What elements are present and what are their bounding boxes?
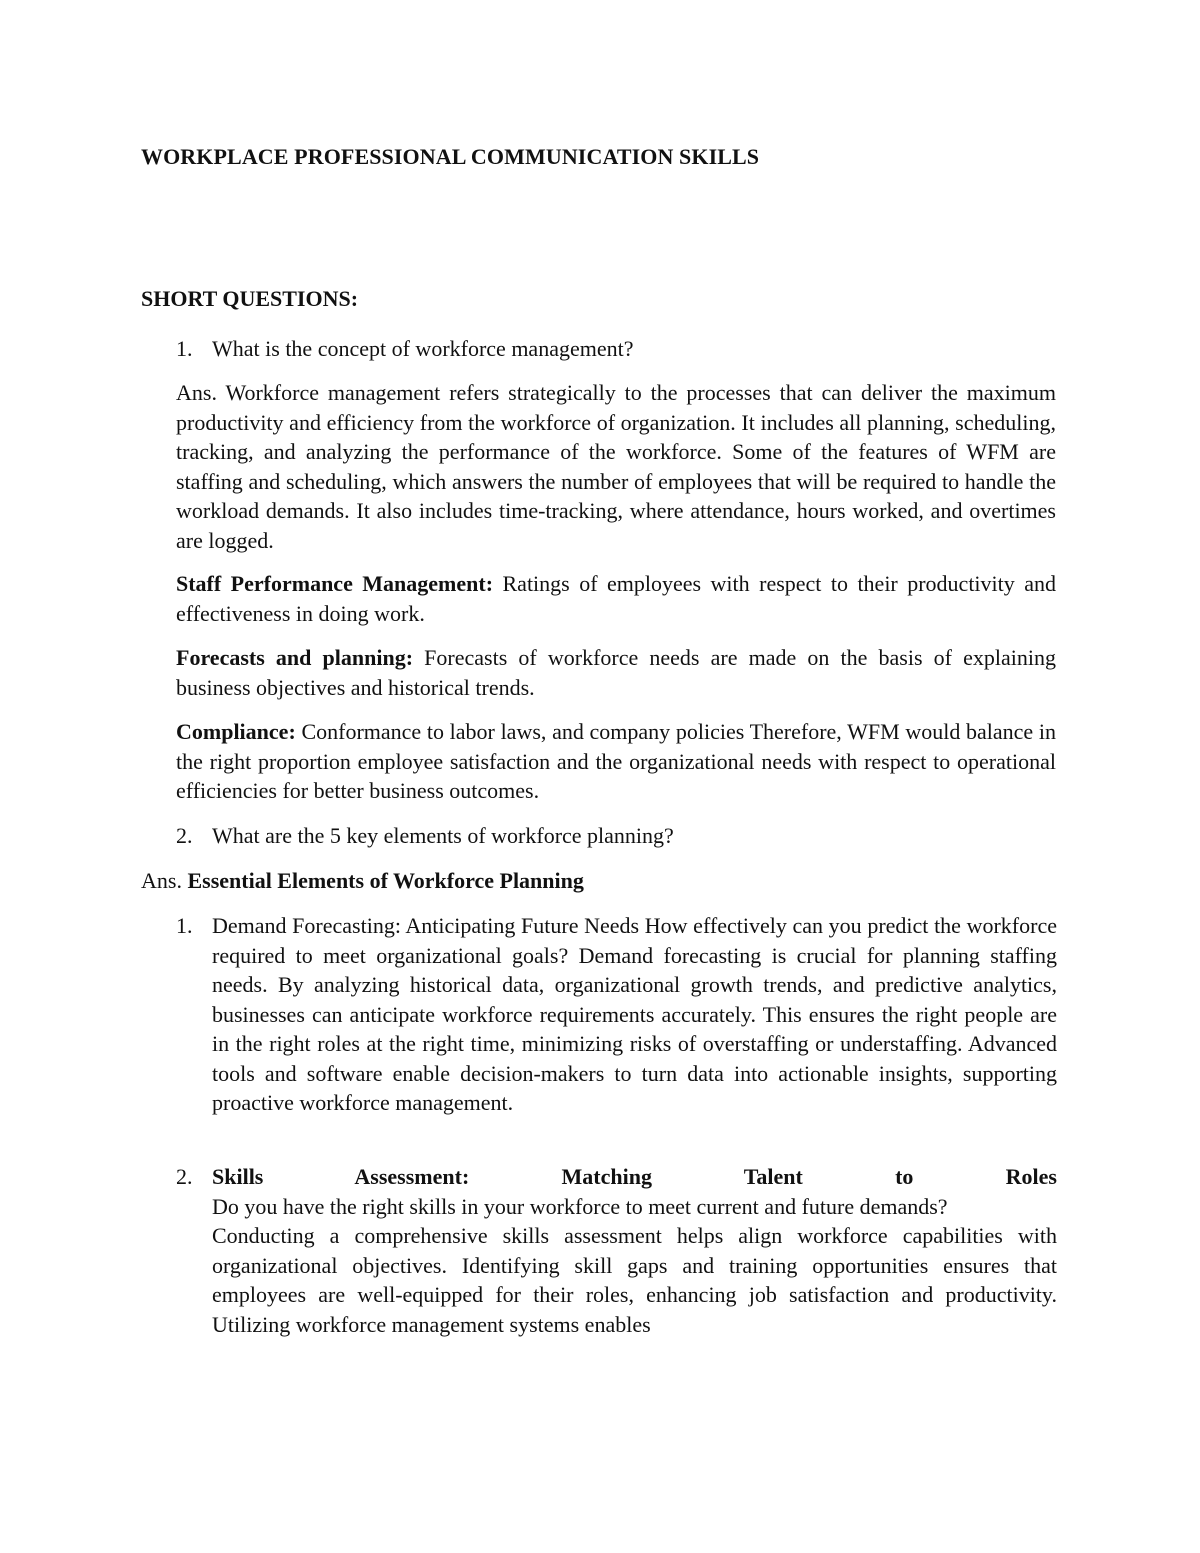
staff-performance-label: Staff Performance Management: <box>176 571 494 596</box>
forecasts-label: Forecasts and planning: <box>176 645 414 670</box>
answer-2-prefix: Ans. <box>141 868 188 893</box>
list-item-2 <box>212 1162 1057 1339</box>
list-item-2-question: Do you have the right skills in your workforce to meet current and future demands? <box>212 1193 948 1219</box>
forecasts-paragraph <box>176 643 1056 702</box>
list-item-2-text: Conducting a comprehensive skills assessment helps align workforce capabilities with organizational objectives. Identifying skill gaps and training opportunities ensures that employees are well-equipped for their roles, enhancing job satisfaction and productivity. Utilizing workforce management systems enables <box>212 1223 1057 1337</box>
answer-1-intro: Ans. Workforce management refers strategically to the processes that can deliver the maximum productivity and efficiency from the workforce of organization. It includes all planning, scheduling, tracking, and analyzing the performance of the workforce. Some of the features of WFM are staffing and scheduling, which answers the number of employees that will be required to handle the workload demands. It also includes time-tracking, where attendance, hours worked, and overtimes are logged. <box>176 380 1056 553</box>
question-2-number: 2. <box>176 823 193 848</box>
compliance-label: Compliance: <box>176 719 296 744</box>
question-1-number: 1. <box>176 336 193 361</box>
section-heading: SHORT QUESTIONS: <box>141 286 359 311</box>
compliance-text: Conformance to labor laws, and company policies Therefore, WFM would balance in the right proportion employee satisfaction and the organizational needs with respect to operational efficiencies for better business outcomes. <box>176 719 1056 803</box>
list-item-2-number: 2. <box>176 1164 193 1189</box>
list-item-1-text: Demand Forecasting: Anticipating Future Needs How effectively can you predict the workforce required to meet organizational goals? Demand forecasting is crucial for planning staffing needs. By analyzing historical data, organizational growth trends, and predictive analytics, businesses can anticipate workforce requirements accurately. This ensures the right people are in the right roles at the right time, minimizing risks of overstaffing or understaffing. Advanced tools and software enable decision-makers to turn data into actionable insights, supporting proactive workforce management. <box>212 913 1057 1115</box>
staff-performance-paragraph <box>176 569 1056 628</box>
list-item-1-number: 1. <box>176 913 193 938</box>
answer-2-heading: Essential Elements of Workforce Planning <box>187 868 584 893</box>
document-title: WORKPLACE PROFESSIONAL COMMUNICATION SKILLS <box>141 144 760 169</box>
question-2-text: What are the 5 key elements of workforce planning? <box>212 823 674 848</box>
list-item-2-heading: Skills Assessment: Matching Talent to Roles <box>212 1164 1057 1189</box>
answer-2-heading-line <box>141 866 584 896</box>
compliance-paragraph <box>176 717 1056 806</box>
forecasts-text: Forecasts of workforce needs are made on the basis of explaining business objectives and historical trends. <box>176 645 1056 700</box>
question-1-text: What is the concept of workforce management? <box>212 336 634 361</box>
staff-performance-text: Ratings of employees with respect to their productivity and effectiveness in doing work. <box>176 571 1056 626</box>
